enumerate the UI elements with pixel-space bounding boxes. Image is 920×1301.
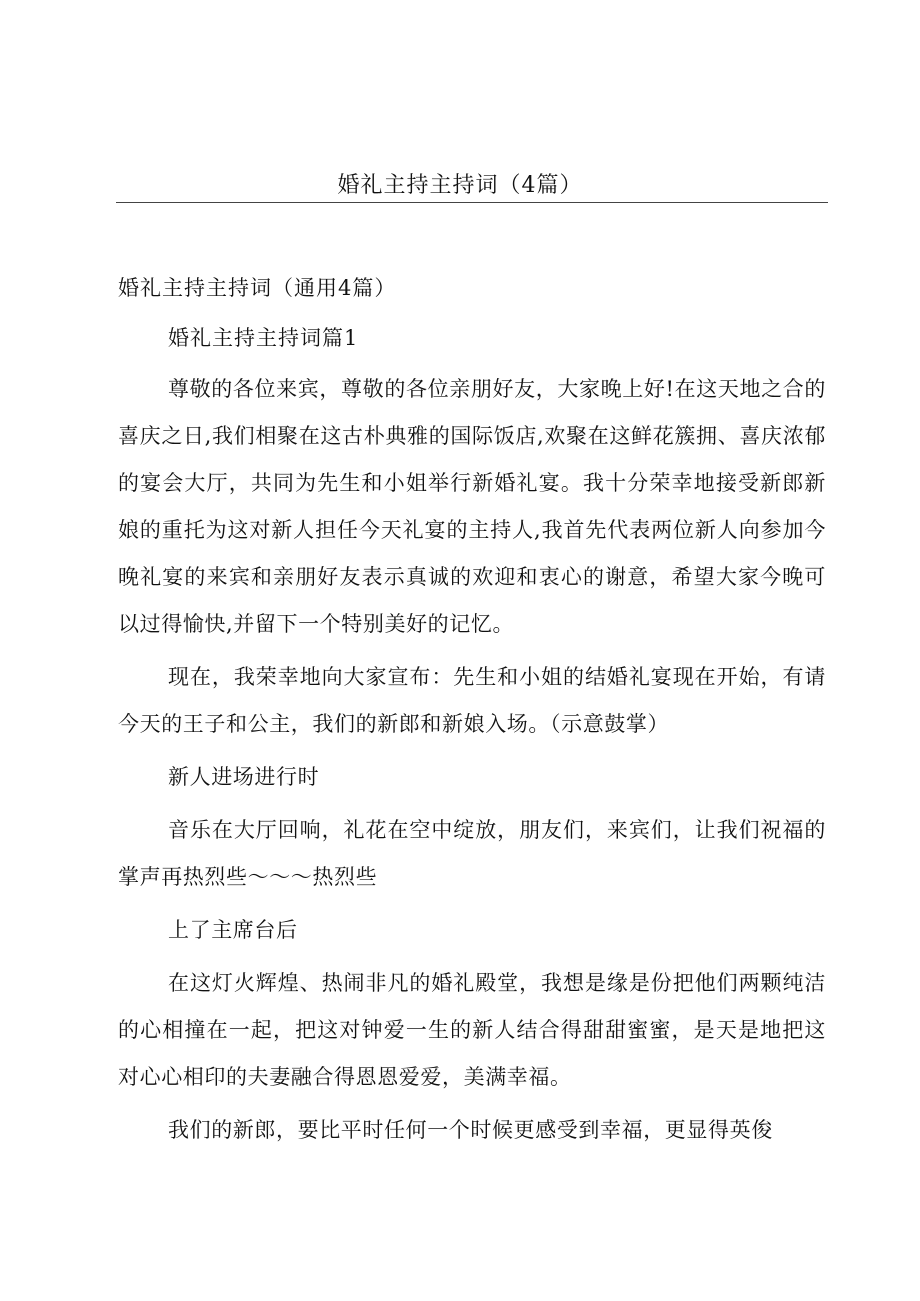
document-subtitle: 婚礼主持主持词（通用4篇） [118, 276, 397, 300]
title-underline [116, 202, 828, 203]
paragraph-entrance-note: 新人进场进行时 [168, 765, 320, 789]
paragraph-blessing: 在这灯火辉煌、热闹非凡的婚礼殿堂，我想是缘是份把他们两颗纯洁的心相撞在一起，把这对钟爱一生的新人结合得甜甜蜜蜜，是天是地把这对心心相印的夫妻融合得恩恩爱爱，美满幸福。 [118, 971, 826, 1089]
paragraph-music: 音乐在大厅回响，礼花在空中绽放，朋友们，来宾们，让我们祝福的掌声再热烈些～～～热烈些 [118, 818, 826, 889]
paragraph-announcement: 现在，我荣幸地向大家宣布：先生和小姐的结婚礼宴现在开始，有请今天的王子和公主，我们的新郎和新娘入场。（示意鼓掌） [118, 665, 826, 736]
paragraph-stage-note: 上了主席台后 [168, 918, 298, 942]
paragraph-welcome: 尊敬的各位来宾，尊敬的各位亲朋好友，大家晚上好!在这天地之合的喜庆之日,我们相聚在这古朴典雅的国际饭店,欢聚在这鲜花簇拥、喜庆浓郁的宴会大厅，共同为先生和小姐举行新婚礼宴。我十分荣幸地接受新郎新娘的重托为这对新人担任今天礼宴的主持人,我首先代表两位新人向参加今晚礼宴的来宾和亲朋好友表示真诚的欢迎和衷心的谢意，希望大家今晚可以过得愉快,并留下一个特别美好的记忆。 [118, 377, 826, 636]
paragraph-groom: 我们的新郎，要比平时任何一个时候更感受到幸福，更显得英俊 [168, 1118, 773, 1142]
document-body [118, 366, 826, 1160]
document-title: 婚礼主持主持词（4篇） [337, 173, 583, 198]
section-heading: 婚礼主持主持词篇1 [168, 326, 359, 350]
